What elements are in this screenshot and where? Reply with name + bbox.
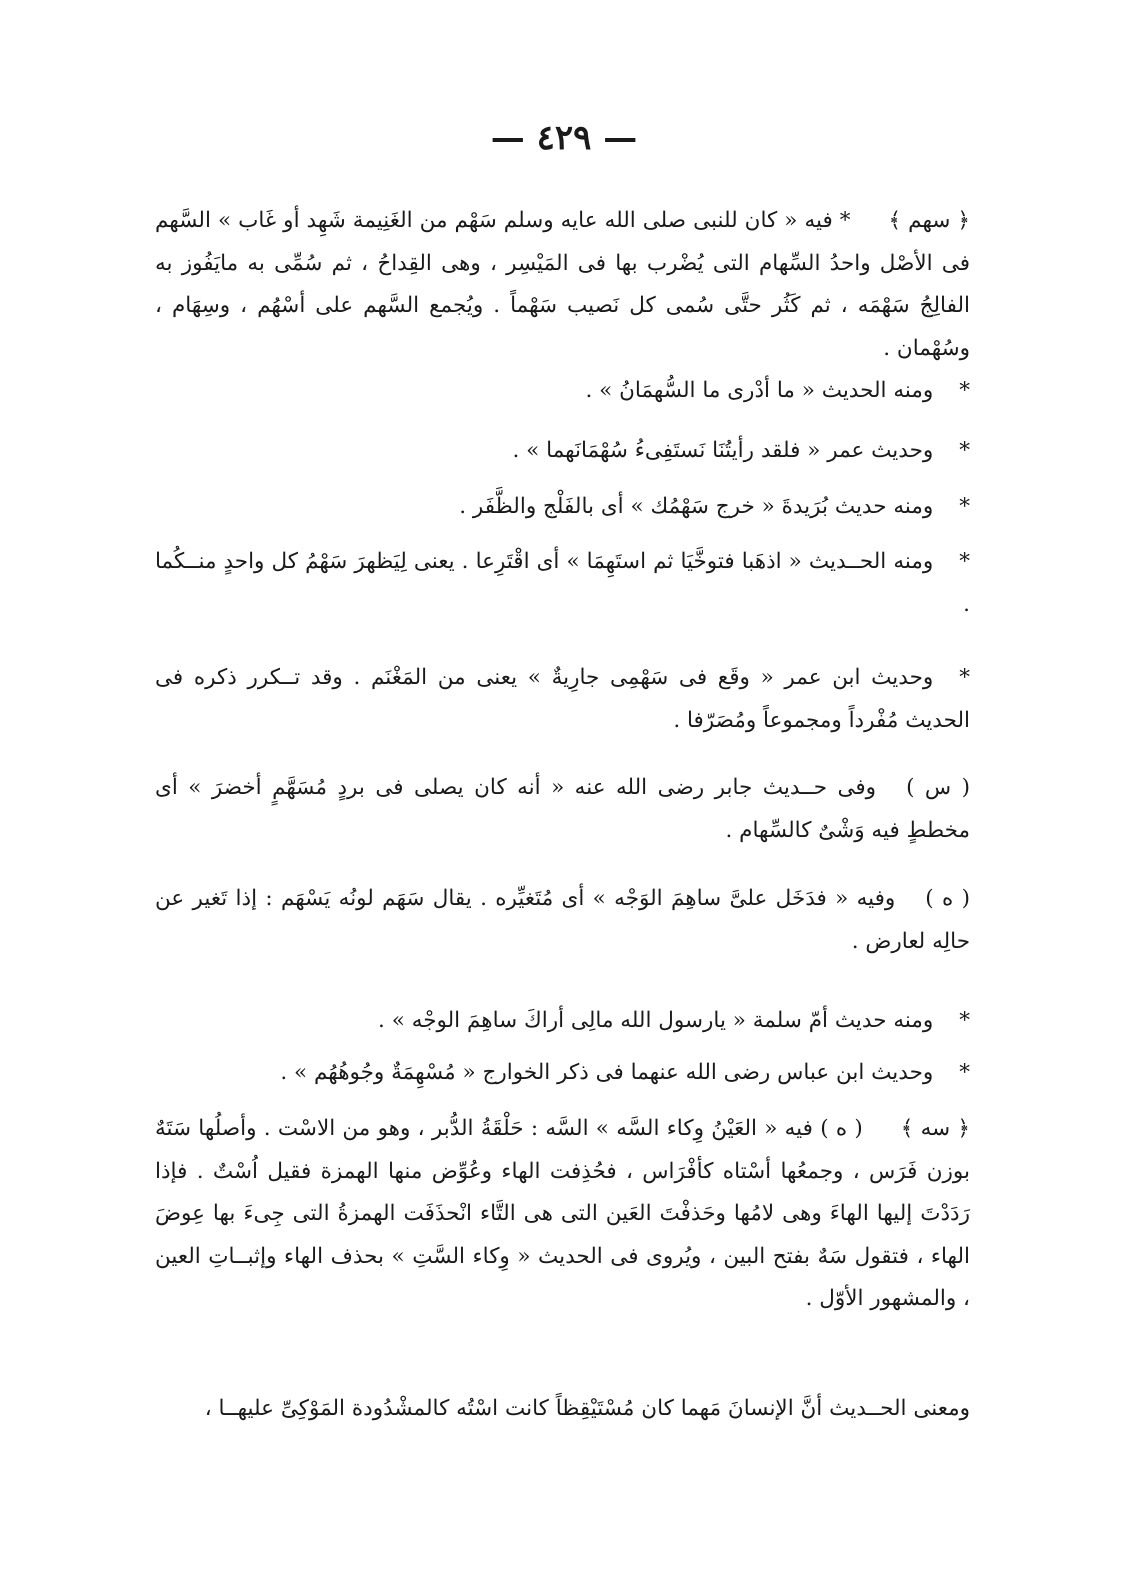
- paragraph: [155, 541, 970, 626]
- paragraph-text: ومنه الحــديث « اذهَبا فتوخَّيَا ثم استَهِمَا » أى اقْتَرِعا . يعنى لِيَظهرَ سَهْمُ كل واحدٍ منــكُما .: [155, 549, 970, 617]
- entry-heading: ﴿ سهم ﴾: [888, 208, 970, 233]
- bullet-marker: *: [959, 438, 970, 463]
- paragraph-text: ومنه حديث بُرَيدةَ « خرج سَهْمُك » أى بالفَلْج والظَّفَر .: [459, 494, 934, 519]
- paragraph: [155, 657, 970, 742]
- paragraph-text: وفيه « فدَخَل علىَّ ساهِمَ الوَجْه » أى مُتَغيِّره . يقال سَهَم لونُه يَسْهَم : إذا تَغير عن حالِه لعارض .: [155, 886, 970, 954]
- bullet-marker: *: [959, 378, 970, 403]
- bullet-marker: *: [959, 1008, 970, 1033]
- bullet-marker: *: [959, 549, 970, 574]
- bullet-marker: *: [959, 1060, 970, 1085]
- paragraph: [155, 1000, 970, 1043]
- entry-paragraph: [155, 200, 970, 370]
- paragraph-text: ( ه ) فيه « العَيْنُ وِكاء السَّه » السَّه : حَلْقَةُ الدُّبر ، وهو من الاسْت . وأصلُها سَتَهٌ بوزن فَرَس ، وجمعُها أسْتاه كأفْرَاس ، فحُذِفت الهاء وعُوِّض منها الهمزة فقيل اُسْتٌ . فإذا رَدَدْتَ إليها الهاءَ وهى لامُها وحَذفْتَ العَين التى هى التَّاء انْحذَفَت الهمزةُ التى جِىءَ بها عِوضَ الهاء ، فتقول سَهٌ بفتح البين ، ويُروى فى الحديث « وِكاء السَّتِ » بحذف الهاء وإثبــاتِ العين ، والمشهور الأوّل .: [155, 1116, 970, 1311]
- paragraph-text: * فيه « كان للنبى صلى الله عايه وسلم سَهْم من الغَنِيمة شَهِد أو غَاب » السَّهم فى الأصْل واحدُ السِّهام التى يُضْرب بها فى المَيْسِر ، وهى القِداحُ ، ثم سُمِّى به مايَفُوز به الفالِجُ سَهْمَه ، ثم كَثُر حتَّى سُمى كل نَصيب سَهْماً . ويُجمع السَّهم على أسْهُم ، وسِهَام ، وسُهْمان .: [155, 208, 970, 361]
- paragraph: [155, 430, 970, 473]
- paragraph-text: وفى حــديث جابر رضى الله عنه « أنه كان يصلى فى بردٍ مُسَهَّمٍ أخضرَ » أى مخططٍ فيه وَشْىٌ كالسِّهام .: [155, 775, 970, 843]
- entry-heading: ﴿ سه ﴾: [900, 1116, 970, 1141]
- paragraph-text: ومنه حديث أمّ سلمة « يارسول الله مالِى أراكَ ساهِمَ الوجْه » .: [378, 1008, 934, 1033]
- paragraph: [155, 1388, 970, 1431]
- paragraph-text: وحديث عمر « فلقد رأيتُنَا نَستَفِىءُ سُهْمَانَهما » .: [512, 438, 934, 463]
- bullet-marker: *: [959, 665, 970, 690]
- source-symbol: ( ه ): [925, 886, 970, 911]
- paragraph-text: وحديث ابن عمر « وقَع فى سَهْمِى جارِيةٌ » يعنى من المَغْنَم . وقد تــكرر ذكره فى الحديث مُفْرداً ومجموعاً ومُصَرّفا .: [155, 665, 970, 733]
- source-symbol: ( س ): [906, 775, 970, 800]
- paragraph-text: وحديث ابن عباس رضى الله عنهما فى ذكر الخوارج « مُسْهِمَةٌ وجُوهُهُم » .: [280, 1060, 934, 1085]
- paragraph: [155, 878, 970, 963]
- bullet-marker: *: [959, 494, 970, 519]
- paragraph-text: ومنه الحديث « ما أدْرى ما السُّهمَانُ » .: [585, 378, 934, 403]
- page-number: — ٤٢٩ —: [490, 118, 638, 158]
- entry-paragraph: [155, 1108, 970, 1321]
- paragraph: [155, 1052, 970, 1095]
- paragraph-text: ومعنى الحــديث أنَّ الإنسانَ مَهما كان مُسْتَيْقِظاً كانت اسْتُه كالمشْدُودة المَوْكِىِّ عليهــا ،: [204, 1396, 970, 1421]
- paragraph: [155, 486, 970, 529]
- paragraph: [155, 370, 970, 413]
- paragraph: [155, 767, 970, 852]
